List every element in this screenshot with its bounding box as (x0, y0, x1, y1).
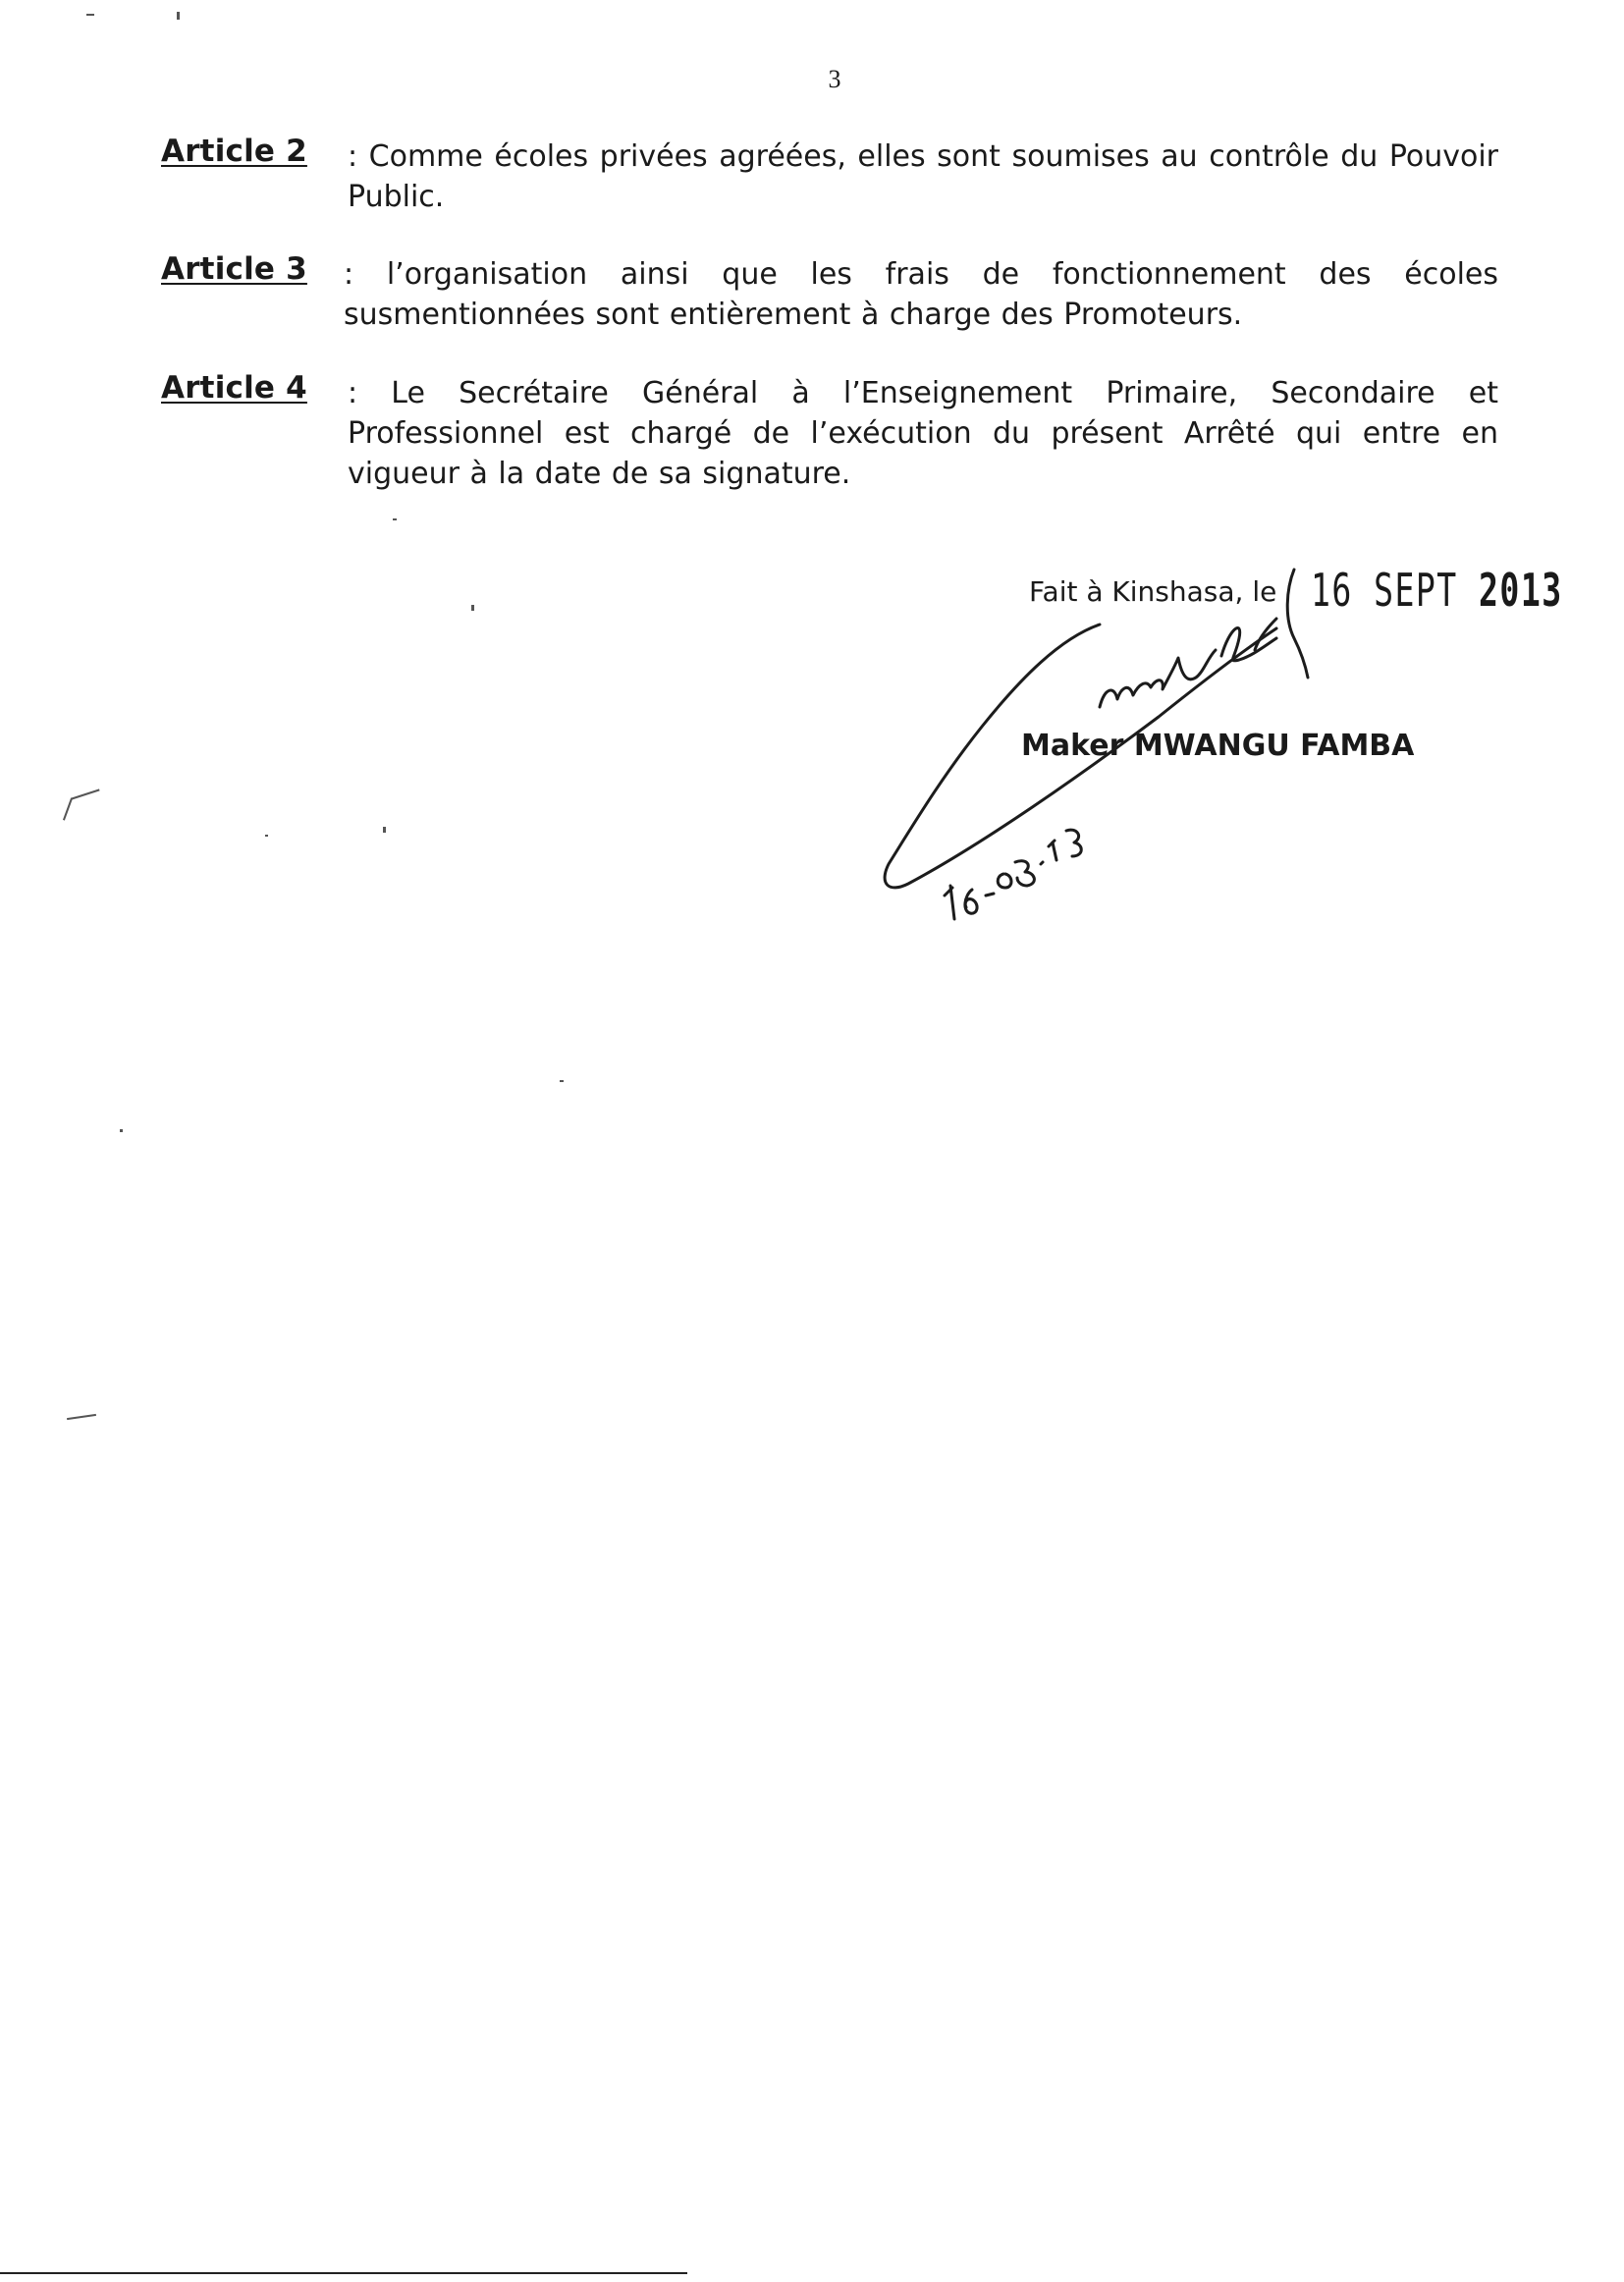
article-2 (161, 134, 1526, 222)
page-number: 3 (828, 65, 841, 93)
article-text: : l’organisation ainsi que les frais de fonctionnement des écoles susmentionnées sont entièrement à charge des Promoteurs. (344, 257, 1498, 332)
scan-speck (71, 788, 99, 799)
article-label: Article 4 (161, 370, 307, 406)
date-stamp (1311, 564, 1563, 617)
scan-speck (383, 827, 386, 833)
stamp-day-month: 16 SEPT (1311, 564, 1458, 617)
stamp-year: 2013 (1479, 564, 1563, 617)
article-label: Article 3 (161, 251, 307, 287)
scan-speck (86, 14, 94, 16)
scan-speck (120, 1129, 123, 1132)
scan-speck (471, 605, 474, 611)
scan-speck (393, 518, 397, 520)
footer-rule (0, 2272, 687, 2274)
article-text: : Comme écoles privées agréées, elles sont soumises au contrôle du Pouvoir Public. (348, 139, 1498, 214)
scan-speck (560, 1080, 564, 1082)
signatory-name: Maker MWANGU FAMBA (1021, 729, 1415, 763)
place-line: Fait à Kinshasa, le (1029, 575, 1277, 608)
article-label: Article 2 (161, 134, 307, 169)
scan-speck (265, 835, 268, 837)
article-3 (161, 251, 1526, 340)
article-text: : Le Secrétaire Général à l’Enseignement Primaire, Secondaire et Professionnel est chargé de l’exécution du présent Arrêté qui entre en vigueur à la date de sa signature. (348, 376, 1498, 491)
article-4 (161, 370, 1526, 498)
scan-speck (177, 12, 180, 20)
scan-speck (67, 1414, 96, 1420)
scan-speck (63, 797, 73, 820)
